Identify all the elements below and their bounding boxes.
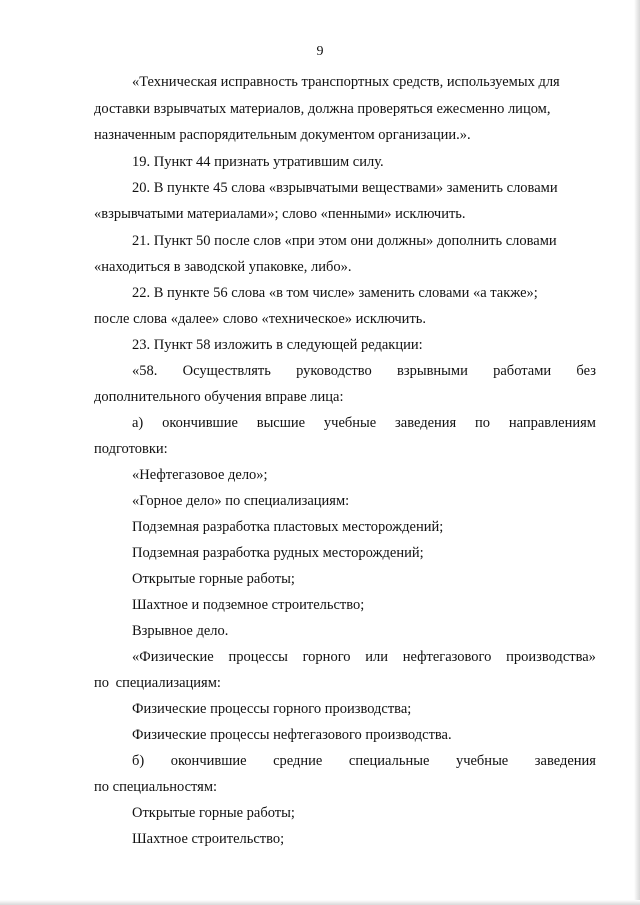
word: производства»: [506, 649, 596, 665]
word: процессы: [228, 649, 288, 665]
text-line: «Техническая исправность транспортных средств, используемых для: [132, 74, 560, 90]
list-item: Открытые горные работы;: [132, 805, 295, 821]
word: нефтегазового: [402, 649, 492, 665]
page-number: 9: [316, 44, 324, 59]
list-item: Открытые горные работы;: [132, 571, 295, 587]
justified-line-b: [132, 752, 596, 770]
scan-edge-right: [634, 0, 640, 905]
text-line: после слова «далее» слово «техническое» исключить.: [94, 311, 427, 327]
paragraph-22: 22. В пункте 56 слова «в том числе» заменить словами «а также»;: [132, 285, 538, 301]
list-item: Шахтное строительство;: [132, 831, 285, 847]
paragraph-21: 21. Пункт 50 после слов «при этом они должны» дополнить словами: [132, 233, 557, 249]
word: заведения: [534, 753, 596, 769]
list-item: Подземная разработка рудных месторождений;: [132, 545, 424, 561]
scan-edge-bottom: [0, 900, 640, 905]
word: по: [475, 415, 491, 431]
paragraph-23: 23. Пункт 58 изложить в следующей редакции:: [132, 337, 423, 353]
word: заведения: [395, 415, 457, 431]
word: работами: [493, 363, 552, 379]
word: Осуществлять: [182, 363, 271, 379]
word: учебные: [455, 753, 509, 769]
word: взрывными: [397, 363, 468, 379]
text-line: по специализациям:: [94, 675, 221, 691]
list-item: Физические процессы нефтегазового производства.: [132, 727, 452, 743]
paragraph-20: 20. В пункте 45 слова «взрывчатыми веществами» заменить словами: [132, 180, 558, 196]
word: б): [132, 753, 145, 769]
word: «Физические: [132, 649, 214, 665]
word: руководство: [296, 363, 372, 379]
word: учебные: [323, 415, 377, 431]
text-line: назначенным распорядительным документом организации.».: [94, 127, 471, 143]
word: «58.: [132, 363, 158, 379]
justified-line-physics: [132, 648, 596, 666]
list-item: Подземная разработка пластовых месторождений;: [132, 519, 444, 535]
list-item: Шахтное и подземное строительство;: [132, 597, 365, 613]
text-line: «взрывчатыми материалами»; слово «пенными» исключить.: [94, 206, 466, 222]
list-item: Взрывное дело.: [132, 623, 229, 639]
word: средние: [273, 753, 323, 769]
paragraph-19: 19. Пункт 44 признать утратившим силу.: [132, 154, 384, 170]
word: окончившие: [162, 415, 238, 431]
word: окончившие: [170, 753, 247, 769]
text-line: доставки взрывчатых материалов, должна проверяться ежесменно лицом,: [94, 101, 551, 117]
word: высшие: [256, 415, 306, 431]
text-line: «находиться в заводской упаковке, либо».: [94, 259, 352, 275]
word: а): [132, 415, 144, 431]
text-line: дополнительного обучения вправе лица:: [94, 389, 344, 405]
word: специальные: [348, 753, 430, 769]
list-item: «Нефтегазовое дело»;: [132, 467, 268, 483]
text-line: по специальностям:: [94, 779, 218, 795]
list-item: Физические процессы горного производства;: [132, 701, 412, 717]
word: или: [365, 649, 389, 665]
justified-line-58: [132, 362, 596, 380]
word: направлениям: [508, 415, 596, 431]
word: без: [576, 363, 596, 379]
justified-line-a: [132, 414, 596, 432]
word: горного: [302, 649, 351, 665]
list-item: «Горное дело» по специализациям:: [132, 493, 350, 509]
text-line: подготовки:: [94, 441, 168, 457]
